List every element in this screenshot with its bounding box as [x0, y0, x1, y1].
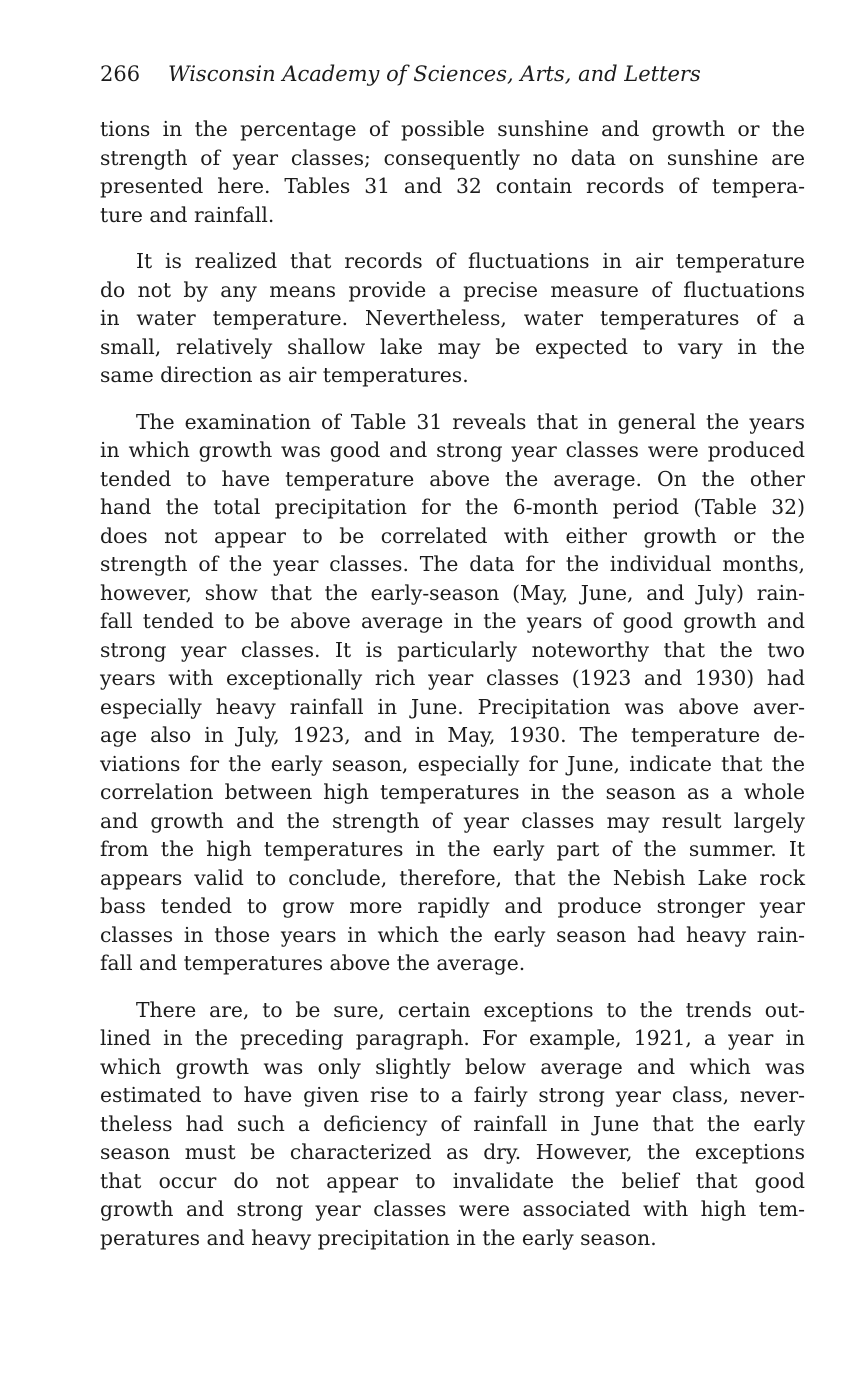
text-line: viations for the early season, especially for June, indicate that the: [100, 751, 805, 776]
text-line: in which growth was good and strong year classes were produced: [100, 438, 805, 462]
running-head: [100, 58, 760, 90]
text-line: appears valid to conclude, therefore, that the Nebish Lake rock: [100, 865, 805, 890]
text-line: especially heavy rainfall in June. Precipitation was above aver-: [100, 694, 805, 719]
text-line: theless had such a deficiency of rainfall in June that the early: [100, 1111, 805, 1136]
text-line: strength of year classes; consequently no data on sunshine are: [100, 145, 805, 170]
text-line: fall and temperatures above the average.: [100, 951, 526, 975]
page-number: 266: [100, 62, 141, 86]
text-line: small, relatively shallow lake may be expected to vary in the: [100, 334, 805, 359]
text-line: years with exceptionally rich year classes (1923 and 1930) had: [100, 666, 805, 690]
text-line: age also in July, 1923, and in May, 1930. The temperature de-: [100, 723, 805, 747]
text-line: peratures and heavy precipitation in the early season.: [100, 1225, 657, 1250]
text-line: tended to have temperature above the average. On the other: [100, 466, 805, 491]
text-line: strong year classes. It is particularly noteworthy that the two: [100, 637, 805, 662]
text-line: same direction as air temperatures.: [100, 363, 469, 387]
text-line: growth and strong year classes were associated with high tem-: [100, 1197, 805, 1221]
text-line: which growth was only slightly below average and which was: [100, 1054, 805, 1079]
text-line: from the high temperatures in the early part of the summer. It: [100, 837, 805, 861]
text-line: It is realized that records of fluctuations in air temperature: [136, 249, 805, 273]
text-line: presented here. Tables 31 and 32 contain records of tempera-: [100, 174, 805, 198]
text-line: hand the total precipitation for the 6-month period (Table 32): [100, 495, 805, 519]
text-line: does not appear to be correlated with either growth or the: [100, 523, 805, 548]
text-line: classes in those years in which the early season had heavy rain-: [100, 922, 805, 947]
text-line: estimated to have given rise to a fairly strong year class, never-: [100, 1083, 805, 1107]
paragraph: [100, 247, 805, 390]
text-line: in water temperature. Nevertheless, water temperatures of a: [100, 306, 805, 330]
text-line: season must be characterized as dry. However, the exceptions: [100, 1140, 805, 1164]
text-line: tions in the percentage of possible sunshine and growth or the: [100, 117, 805, 141]
text-line: There are, to be sure, certain exceptions to the trends out-: [136, 997, 805, 1022]
paragraph: [100, 408, 805, 978]
text-line: however, show that the early-season (May, June, and July) rain-: [100, 580, 805, 605]
journal-title: Wisconsin Academy of Sciences, Arts, and Letters: [168, 62, 701, 86]
text-line: correlation between high temperatures in the season as a whole: [100, 780, 805, 804]
paragraph: [100, 996, 805, 1253]
text-line: fall tended to be above average in the years of good growth and: [100, 609, 805, 633]
text-line: lined in the preceding paragraph. For example, 1921, a year in: [100, 1026, 805, 1050]
text-line: strength of the year classes. The data for the individual months,: [100, 552, 805, 576]
text-line: and growth and the strength of year classes may result largely: [100, 808, 805, 833]
text-line: ture and rainfall.: [100, 202, 275, 227]
text-line: that occur do not appear to invalidate the belief that good: [100, 1168, 805, 1193]
text-line: bass tended to grow more rapidly and produce stronger year: [100, 894, 805, 918]
paragraph: [100, 115, 805, 229]
body-text: [100, 115, 805, 1270]
text-line: do not by any means provide a precise measure of fluctuations: [100, 277, 805, 302]
text-line: The examination of Table 31 reveals that in general the years: [136, 409, 805, 434]
